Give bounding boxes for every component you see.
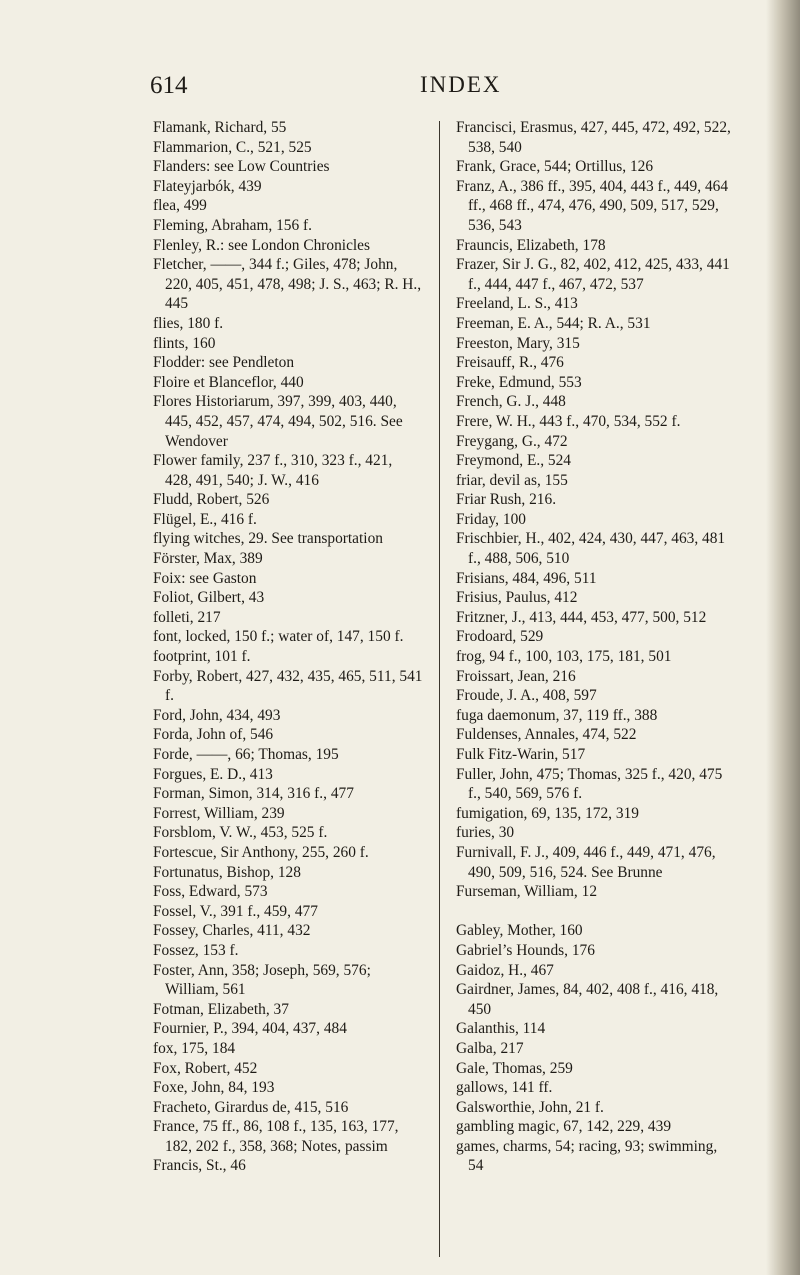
index-entry: Förster, Max, 389 [153,550,263,568]
index-entry: games, charms, 54; racing, 93; swimming, 54 [456,1137,718,1175]
index-entry: Flateyjarbók, 439 [153,177,262,195]
index-entry: Freke, Edmund, 553 [456,373,582,391]
index-entry: fumigation, 69, 135, 172, 319 [456,804,639,822]
index-entry: fox, 175, 184 [153,1039,236,1057]
section-gap [456,902,732,922]
index-entry: Furnivall, F. J., 409, 446 f., 449, 471, 476, 490, 509, 516, 524. See Brunne [456,843,716,881]
index-entry: Flower family, 237 f., 310, 323 f., 421, 428, 491, 540; J. W., 416 [153,452,393,489]
index-entry: flying witches, 29. See transportation [153,530,383,548]
index-entry: Fox, Robert, 452 [153,1059,258,1077]
index-entry: flints, 160 [153,334,216,352]
index-entry: Galba, 217 [456,1039,524,1057]
index-entry: Friar Rush, 216. [456,491,557,509]
page-edge-shadow [766,0,800,1275]
left-index-column [153,118,423,1176]
index-entry: Fuldenses, Annales, 474, 522 [456,726,637,744]
index-entry: flies, 180 f. [153,314,224,332]
index-entry: Gabley, Mother, 160 [456,922,583,940]
index-entry: Fossez, 153 f. [153,941,239,959]
index-entry: Flanders: see Low Countries [153,158,330,176]
index-entry: Flammarion, C., 521, 525 [153,138,312,156]
column-divider [439,121,440,1257]
index-entry: Forsblom, V. W., 453, 525 f. [153,824,328,842]
index-entry: frog, 94 f., 100, 103, 175, 181, 501 [456,648,672,666]
index-entry: friar, devil as, 155 [456,471,568,489]
index-entry: French, G. J., 448 [456,393,566,411]
index-entry: Fracheto, Girardus de, 415, 516 [153,1098,349,1116]
index-entry: Fotman, Elizabeth, 37 [153,1000,289,1018]
index-entry: Frauncis, Elizabeth, 178 [456,236,606,254]
index-entry: Fortunatus, Bishop, 128 [153,863,301,881]
index-entry: footprint, 101 f. [153,648,251,666]
index-entry: Fuller, John, 475; Thomas, 325 f., 420, 475 f., 540, 569, 576 f. [456,765,723,803]
index-entry: Francis, St., 46 [153,1157,246,1175]
index-entry: Foliot, Gilbert, 43 [153,589,265,607]
index-entry: Freymond, E., 524 [456,452,571,470]
index-entry: Freeston, Mary, 315 [456,334,580,352]
index-entry: gallows, 141 ff. [456,1079,553,1097]
index-entry: gambling magic, 67, 142, 229, 439 [456,1118,672,1136]
index-entry: Friday, 100 [456,510,526,528]
index-entry: Frischbier, H., 402, 424, 430, 447, 463, 481 f., 488, 506, 510 [456,530,726,568]
index-entry: Forman, Simon, 314, 316 f., 477 [153,785,354,803]
index-entry: Fletcher, ——, 344 f.; Giles, 478; John, 220, 405, 451, 478, 498; J. S., 463; R. H., 445 [153,256,422,313]
index-entry: Freisauff, R., 476 [456,354,564,372]
index-entry: Gairdner, James, 84, 402, 408 f., 416, 418, 450 [456,981,719,1018]
index-entry: Flores Historiarum, 397, 399, 403, 440, 445, 452, 457, 474, 494, 502, 516. See Wendover [153,393,403,450]
index-entry: Galsworthie, John, 21 f. [456,1098,604,1116]
index-entry: France, 75 ff., 86, 108 f., 135, 163, 177, 182, 202 f., 358, 368; Notes, passim [153,1118,399,1155]
index-entry: Fleming, Abraham, 156 f. [153,216,313,234]
index-entry: Floire et Blanceflor, 440 [153,373,304,391]
index-entry: Franz, A., 386 ff., 395, 404, 443 f., 449, 464 ff., 468 ff., 474, 476, 490, 509, 517, 529, 536, 543 [456,177,729,234]
index-entry: Forrest, William, 239 [153,804,285,822]
index-entry: Frank, Grace, 544; Ortillus, 126 [456,158,654,176]
index-entry: Forby, Robert, 427, 432, 435, 465, 511, 541 f. [153,667,423,705]
index-entry: Frodoard, 529 [456,628,544,646]
page-header [150,72,710,108]
index-entry: Furseman, William, 12 [456,883,598,901]
index-entry: Foss, Edward, 573 [153,883,268,901]
index-entry: Frere, W. H., 443 f., 470, 534, 552 f. [456,412,681,430]
index-entry: Fulk Fitz-Warin, 517 [456,746,586,763]
index-entry: Froissart, Jean, 216 [456,667,576,685]
index-entry: Freeman, E. A., 544; R. A., 531 [456,314,651,332]
index-entry: Freygang, G., 472 [456,432,568,450]
index-entry: Fritzner, J., 413, 444, 453, 477, 500, 512 [456,608,707,626]
index-entry: folleti, 217 [153,608,221,626]
index-entry: Gaidoz, H., 467 [456,961,554,979]
index-entry: Freeland, L. S., 413 [456,295,578,313]
index-entry: Foxe, John, 84, 193 [153,1079,275,1097]
index-entry: Fortescue, Sir Anthony, 255, 260 f. [153,843,369,861]
index-entry: Galanthis, 114 [456,1020,546,1038]
index-entry: flea, 499 [153,197,207,215]
index-entry: Fludd, Robert, 526 [153,491,270,509]
index-entry: Frisians, 484, 496, 511 [456,569,597,587]
index-entry: Fossel, V., 391 f., 459, 477 [153,902,318,920]
index-entry: Fournier, P., 394, 404, 437, 484 [153,1020,347,1038]
index-entry: fuga daemonum, 37, 119 ff., 388 [456,706,658,724]
index-entry: Frazer, Sir J. G., 82, 402, 412, 425, 433, 441 f., 444, 447 f., 467, 472, 537 [456,256,730,293]
index-entry: furies, 30 [456,824,515,842]
index-entry: Froude, J. A., 408, 597 [456,687,597,705]
index-entry: font, locked, 150 f.; water of, 147, 150 f. [153,628,404,646]
index-entry: Fossey, Charles, 411, 432 [153,922,311,940]
index-entry: Forgues, E. D., 413 [153,765,273,783]
index-entry: Forde, ——, 66; Thomas, 195 [153,746,339,763]
index-entry: Ford, John, 434, 493 [153,706,281,724]
index-entry: Foster, Ann, 358; Joseph, 569, 576; William, 561 [153,961,371,999]
index-entry: Francisci, Erasmus, 427, 445, 472, 492, 522, 538, 540 [456,119,731,156]
index-entry: Flodder: see Pendleton [153,354,295,372]
index-entry: Flenley, R.: see London Chronicles [153,236,371,254]
index-entry: Flamank, Richard, 55 [153,119,287,136]
right-index-column [456,118,732,1176]
index-entry: Forda, John of, 546 [153,726,274,744]
running-head: INDEX [420,72,502,97]
page-number: 614 [150,72,188,99]
index-entry: Flügel, E., 416 f. [153,510,257,528]
index-entry: Frisius, Paulus, 412 [456,589,578,607]
index-entry: Gabriel’s Hounds, 176 [456,941,595,959]
index-entry: Gale, Thomas, 259 [456,1059,573,1077]
index-entry: Foix: see Gaston [153,569,257,587]
